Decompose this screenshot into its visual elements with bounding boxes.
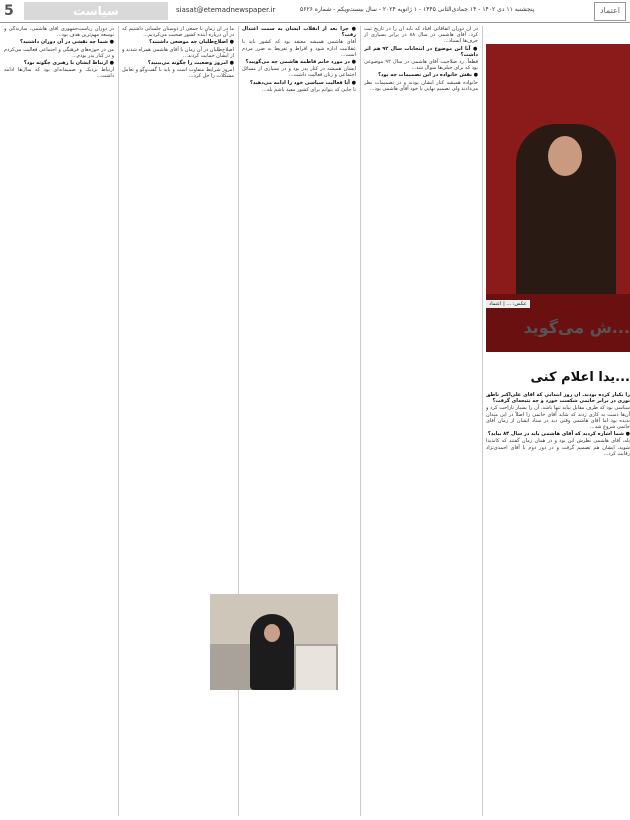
photo-person-face bbox=[264, 624, 280, 642]
photo-caption: عکس: ... | اعتماد bbox=[486, 300, 530, 308]
interview-question: ● نقش خانواده در این تصمیمات چه بود؟ bbox=[378, 72, 478, 79]
headline-partial: ...ش می‌گوید bbox=[523, 318, 630, 337]
interview-answer: من در حوزه‌های فرهنگی و اجتماعی فعالیت می‌کردم و در کنار پدر بودم... bbox=[4, 46, 114, 59]
interview-question: ● شما اشاره کردید که آقای هاشمی باید در سال ۸۴ بیاید؟ bbox=[487, 431, 630, 438]
column-divider bbox=[118, 26, 119, 816]
date-line: پنجشنبه ۱۱ دی ۱۴۰۲ - ۱۴ جمادی‌الثانی ۱۴۴۵ - ۱ ژانویه ۲۰۲۴ - سال بیست‌ویکم - شماره ۵۶۲۶ bbox=[300, 6, 535, 13]
column-divider bbox=[360, 26, 361, 816]
interview-answer: خانواده همیشه کنار ایشان بودند و در تصمیمات نظر می‌دادند ولی تصمیم نهایی با خود آقای هاشمی بود... bbox=[364, 79, 478, 92]
text-column-3 bbox=[242, 26, 356, 586]
portrait-photo bbox=[210, 594, 338, 690]
photo-face bbox=[548, 136, 582, 176]
interview-question: ● آیا فعالیت سیاسی خود را ادامه می‌دهید؟ bbox=[249, 79, 356, 86]
interview-answer: امروز شرایط متفاوت است و باید با گفت‌وگو و تعامل مشکلات را حل کرد... bbox=[122, 67, 234, 80]
interview-answer: ایشان همیشه در کنار پدر بود و در بسیاری از مسائل اجتماعی و زنان فعالیت داشت... bbox=[242, 66, 356, 79]
interview-answer: ما در آن زمان با جمعی از دوستان جلساتی داشتیم که در آن درباره آینده کشور صحبت می‌کردیم... bbox=[122, 26, 234, 39]
interview-question: را یکبار کرده بودند. آن روز ابتدایی که آقای علی‌اکبر ناطق نوری در برابر خاتمی شکست خورد و چه نتیجه‌ای گرفت؟ bbox=[486, 392, 630, 405]
headline-main: ...یدا اعلام کنی bbox=[530, 370, 630, 385]
text-column-4 bbox=[122, 26, 234, 586]
interview-question: ● ارتباط ایشان با رهبری چگونه بود؟ bbox=[23, 60, 114, 67]
interview-question: ● آیا این موضوع در انتخابات سال ۹۲ هم اثر داشت؟ bbox=[364, 45, 478, 58]
page-header bbox=[0, 0, 630, 23]
section-label: سیاست bbox=[24, 2, 168, 20]
column-divider bbox=[238, 26, 239, 816]
text-column-5 bbox=[4, 26, 114, 816]
interview-answer: بله، آقای هاشمی نظرش این بود و در همان زمان گفتند که کاندیدا شوید، ایشان هم تصمیم گرفت و در دور دوم با آقای احمدی‌نژاد رقابت کرد... bbox=[486, 438, 630, 457]
column-divider bbox=[482, 26, 483, 816]
interview-answer: ارتباط نزدیک و صمیمانه‌ای بود که سال‌ها ادامه داشت... bbox=[4, 67, 114, 80]
photo-chair bbox=[296, 646, 336, 690]
text-column-2 bbox=[364, 26, 478, 816]
interview-answer: تا جایی که بتوانم برای کشور مفید باشم بله... bbox=[261, 86, 356, 93]
interview-question: ● در مورد خانم فاطمه هاشمی چه می‌گویید؟ bbox=[245, 59, 356, 66]
page-number: 5 bbox=[4, 3, 14, 19]
section-email[interactable]: siasat@etemadnewspaper.ir bbox=[176, 6, 276, 14]
interview-answer: آقای هاشمی همیشه معتقد بود که کشور باید با عقلانیت اداره شود و افراط و تفریط به ضرر مردم است... bbox=[242, 39, 356, 58]
interview-question: ● امروز وضعیت را چگونه می‌بینید؟ bbox=[147, 60, 234, 67]
interview-answer: در آن دوران اتفاقاتی افتاد که باید آن را در تاریخ ثبت کرد. آقای هاشمی در سال ۸۸ در برابر بسیاری از حرف‌ها ایستاد... bbox=[364, 26, 478, 45]
interview-question: ● شما چه نقشی در آن دوران داشتید؟ bbox=[20, 39, 114, 46]
interview-answer: اصلاح‌طلبان در آن زمان با آقای هاشمی همراه شدند و از ایشان حمایت کردند... bbox=[122, 46, 234, 59]
interview-question: ● اصلاح‌طلبان چه موضعی داشتند؟ bbox=[149, 39, 234, 46]
interview-question: ● چرا بعد از انقلاب ایشان به سمت اعتدال رفت؟ bbox=[242, 26, 356, 39]
interview-answer: در دوران ریاست‌جمهوری آقای هاشمی، سازندگی و توسعه مهم‌ترین هدف بود... bbox=[4, 26, 114, 39]
newspaper-logo: اعتماد bbox=[594, 2, 626, 21]
interview-answer: قطعاً. رد صلاحیت آقای هاشمی در سال ۹۲ موضوعی بود که برای خیلی‌ها سوال شد... bbox=[364, 59, 478, 72]
text-column-1 bbox=[486, 392, 630, 812]
interview-answer: سیاسی بود که طرف مقابل نباید تنها باشد. آن را بسیار ناراحت کرد و آن‌ها دست به کاری زدند که شاید آقای خاتمی را اصلاً در این میدان ندیده بود اما آقای هاشمی وقتی دید در ستاد ایشان از زمان آقای خاتمی شروع شد... bbox=[486, 405, 630, 431]
